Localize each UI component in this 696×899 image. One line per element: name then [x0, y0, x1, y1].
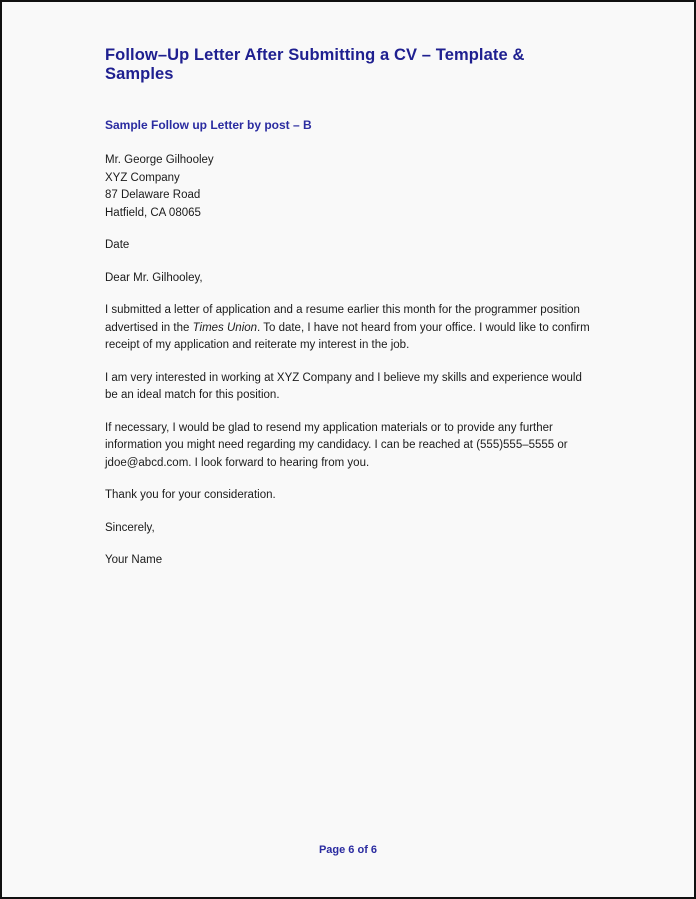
paragraph-1-after-italic: . To date, I have not heard from your office. I would like to confirm receipt of my application and reiterate my interest in the job.: [105, 321, 590, 351]
sample-letter-subtitle: Sample Follow up Letter by post – B: [105, 118, 312, 132]
page-number-footer: Page 6 of 6: [318, 844, 378, 856]
thanks-text: Thank you for your consideration.: [105, 489, 276, 501]
page-content: [2, 2, 694, 570]
paragraph-1-text: [105, 302, 593, 355]
signoff-text: Sincerely,: [105, 521, 155, 534]
date-line: [105, 237, 593, 255]
salutation: Dear Mr. Gilhooley,: [105, 271, 203, 284]
paragraph-1: [105, 302, 593, 355]
letter-body: [105, 152, 593, 570]
publication-name-italic: Times Union: [192, 321, 258, 334]
recipient-name: Mr. George Gilhooley: [105, 154, 214, 166]
paragraph-3-text: If necessary, I would be glad to resend my application materials or to provide any further information you might need regarding my candidacy. I can be reached at (555)555–5555 or jdoe@abcd.com. I look forward to hearing from you.: [105, 421, 568, 469]
recipient-street: 87 Delaware Road: [105, 189, 201, 201]
salutation-line: [105, 270, 593, 288]
thanks-line: [105, 487, 593, 505]
signature-name: Your Name: [105, 554, 163, 566]
paragraph-2-text: I am very interested in working at XYZ Company and I believe my skills and experience would be an ideal match for this position.: [105, 371, 582, 401]
date-placeholder: Date: [105, 239, 130, 251]
recipient-company: XYZ Company: [105, 171, 180, 184]
recipient-address-block: [105, 152, 593, 222]
signoff-line: [105, 520, 593, 538]
paragraph-1-before-italic: I submitted a letter of application and a resume earlier this month for the programmer position advertised in the: [105, 304, 580, 334]
paragraph-2: [105, 370, 593, 405]
recipient-city-state-zip: Hatfield, CA 08065: [105, 206, 201, 219]
paragraph-3: [105, 420, 593, 473]
page-title: Follow–Up Letter After Submitting a CV – Template & Samples: [105, 46, 525, 83]
signature-line: [105, 552, 593, 570]
